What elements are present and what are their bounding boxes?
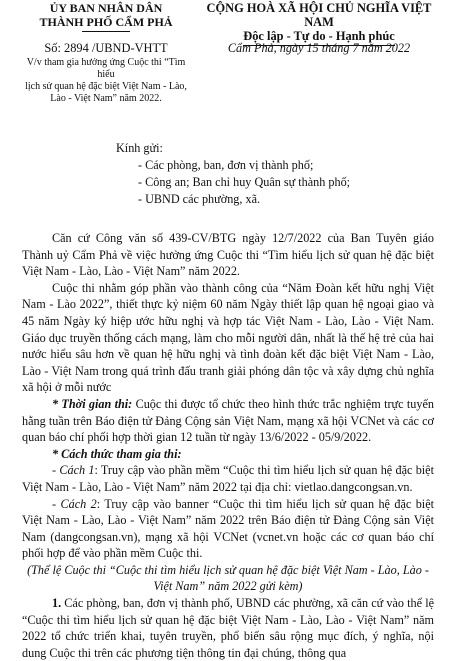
recipients-block [116, 140, 428, 208]
issuer-line-2: THÀNH PHỐ CẨM PHẢ [39, 15, 173, 29]
method-2-text: : Truy cập vào banner “Cuộc thi tìm hiểu lịch sử quan hệ đặc biệt Việt Nam - Lào, Lào - Việt Nam” năm 2022 trên Báo điện tử Đảng Cộng sản Việt Nam (dangcongsan.vn), mạng xã hội VCNet (vcnet.vn hoặc các cơ quan báo chí phối hợp để vào phần mềm Cuộc thi. [22, 496, 434, 561]
document-header [22, 0, 434, 110]
paragraph-rules-note: (Thể lệ Cuộc thi “Cuộc thi tìm hiểu lịch sử quan hệ đặc biệt Việt Nam - Lào, Lào - Việt Nam” năm 2022 gửi kèm) [27, 562, 429, 594]
recipient-item: - UBND các phường, xã. [138, 192, 261, 206]
paragraph-task-1 [22, 595, 434, 661]
national-motto-block [202, 1, 436, 46]
national-motto: Độc lập - Tự do - Hạnh phúc [243, 29, 395, 43]
paragraph-method-2 [22, 496, 434, 562]
summary-line-3: Lào - Việt Nam” năm 2022. [50, 93, 162, 104]
document-date: Cẩm Phả, ngày 15 tháng 7 năm 2022 [227, 41, 411, 55]
document-summary [22, 57, 190, 105]
document-number: Số: 2894 /UBND-VHTT [44, 41, 168, 55]
paragraph-basis: Căn cứ Công văn số 439-CV/BTG ngày 12/7/2022 của Ban Tuyên giáo Thành uỷ Cẩm Phả về việc hưởng ứng Cuộc thi “Tìm hiểu lịch sử quan hệ đặc biệt Việt Nam - Lào, Lào - Việt Nam” năm 2022. [22, 231, 434, 279]
recipient-item: - Công an; Ban chỉ huy Quân sự thành phố; [138, 175, 351, 189]
time-text: Cuộc thi được tổ chức theo hình thức trắc nghiệm trực tuyến hằng tuần trên Báo điện tử Đảng Cộng sản Việt Nam, mạng xã hội VCNet và các cơ quan báo chí phối hợp thời gian 12 tuần từ ngày 13/6/2022 - 05/9/2022. [22, 396, 434, 445]
summary-line-1: V/v tham gia hưởng ứng Cuộc thi “Tìm hiểu [26, 57, 186, 80]
time-label: * Thời gian thi: [52, 396, 133, 411]
paragraph-purpose: Cuộc thi nhằm góp phần vào thành công của “Năm Đoàn kết hữu nghị Việt Nam - Lào 2022”, thiết thực kỷ niệm 60 năm Ngày thiết lập quan hệ ngoại giao và 45 năm Ngày ký hiệp ước hữu nghị và hợp tác Việt Nam - Lào, Lào - Việt Nam. Giáo dục truyền thống cách mạng, làm cho mỗi người dân, nhất là thế hệ trẻ của hai nước hiểu sâu hơn về quan hệ hữu nghị và tình đoàn kết đặc biệt Việt Nam - Lào, Lào - Việt Nam trong quá trình đấu tranh giải phóng dân tộc và xây dựng chủ nghĩa xã hội ở mỗi nước [22, 280, 434, 395]
recipient-item: - Các phòng, ban, đơn vị thành phố; [138, 158, 314, 172]
summary-line-2: lịch sử quan hệ đặc biệt Việt Nam - Lào, [25, 81, 187, 92]
issuer-line-1: ỦY BAN NHÂN DÂN [49, 1, 163, 15]
issuer-underline [82, 31, 130, 32]
method-1-text: : Truy cập vào phần mềm “Cuộc thi tìm hiểu lịch sử quan hệ đặc biệt Việt Nam - Lào, Lào - Việt Nam” năm 2022 tại địa chỉ: vietlao.dangcongsan.vn. [22, 463, 434, 494]
paragraph-time [22, 396, 434, 446]
issuer-block [22, 1, 190, 32]
national-title: CỘNG HOÀ XÃ HỘI CHỦ NGHĨA VIỆT NAM [206, 1, 432, 29]
task-1-text: Các phòng, ban, đơn vị thành phố, UBND các phường, xã căn cứ vào thể lệ “Cuộc thi tìm hiểu lịch sử quan hệ đặc biệt Việt Nam - Lào, Lào - Việt Nam” năm 2022 tổ chức triển khai, tuyên truyền, phổ biến sâu rộng mục đích, ý nghĩa, nội dung Cuộc thi trên các phương tiện thông tin đại chúng, thông qua [22, 596, 434, 660]
document-body [22, 230, 434, 661]
method-2-label: - Cách 2 [52, 496, 97, 511]
paragraph-method-1 [22, 462, 434, 495]
task-1-number: 1. [52, 596, 62, 611]
method-label: * Cách thức tham gia thi: [52, 446, 182, 461]
paragraph-method-heading [22, 446, 434, 463]
recipients-label: Kính gửi: [116, 141, 163, 155]
method-1-label: - Cách 1 [52, 463, 95, 478]
